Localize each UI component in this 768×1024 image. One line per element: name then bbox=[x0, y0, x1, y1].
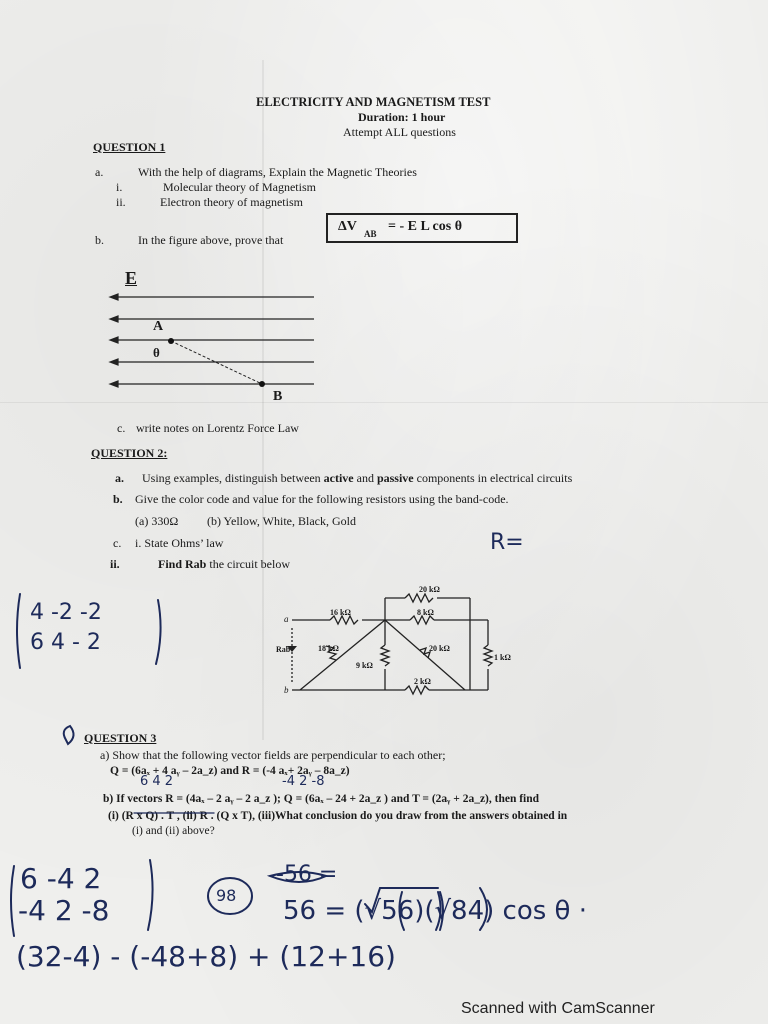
q2-a-active: active bbox=[323, 471, 354, 485]
q2-a-mid: and bbox=[353, 471, 377, 485]
matrix2-row1: 6 -4 2 bbox=[20, 862, 102, 895]
q1-a-label: a. bbox=[95, 165, 104, 179]
q1-a-ii-text: Electron theory of magnetism bbox=[160, 195, 303, 209]
handwritten-expansion: (32-4) - (-48+8) + (12+16) bbox=[16, 940, 396, 973]
q2-a-passive: passive bbox=[376, 471, 414, 485]
q3-a-vectors: Q = (6aₓ + 4 aᵧ – 2a_z) and R = (-4 aₓ+ 2aᵧ – 8a_z) bbox=[110, 765, 350, 777]
q1-b-label: b. bbox=[95, 233, 104, 247]
under-r-values: -4 2 -8 bbox=[282, 774, 325, 789]
q2-c-ii-label: ii. bbox=[110, 557, 120, 571]
camscanner-watermark: Scanned with CamScanner bbox=[461, 1000, 655, 1017]
q2-b-label: b. bbox=[113, 492, 123, 506]
resistor-9k: 9 kΩ bbox=[356, 661, 373, 670]
q2-a-label: a. bbox=[115, 471, 124, 485]
q2-c-ii-rest: the circuit below bbox=[206, 557, 290, 571]
q3-b-text: b) If vectors R = (4aₓ – 2 aᵧ – 2 a_z ); Q = (6aₓ – 24 + 2a_z ) and T = (2aᵧ + 2a_z), then find bbox=[103, 793, 540, 805]
angle-theta-label: θ bbox=[153, 345, 160, 360]
resistor-2k: 2 kΩ bbox=[414, 677, 431, 686]
q2-b-text: Give the color code and value for the following resistors using the band-code. bbox=[135, 492, 509, 506]
resistor-8k: 8 kΩ bbox=[417, 608, 434, 617]
q1-a-i-text: Molecular theory of Magnetism bbox=[163, 180, 316, 194]
matrix2-row2: -4 2 -8 bbox=[18, 894, 110, 927]
resistor-1k: 1 kΩ bbox=[494, 653, 511, 662]
q3-a-text: a) Show that the following vector fields are perpendicular to each other; bbox=[100, 748, 446, 762]
q1-c-label: c. bbox=[117, 421, 126, 435]
matrix1-row1: 4 -2 -2 bbox=[30, 600, 102, 625]
q2-a-post: components in electrical circuits bbox=[413, 471, 573, 485]
handwritten-minus-56: -56 = bbox=[276, 862, 338, 887]
resistor-20k-mid: 20 kΩ bbox=[429, 644, 450, 653]
q3-b-parts-2: (i) and (ii) above? bbox=[132, 825, 215, 837]
test-title: ELECTRICITY AND MAGNETISM TEST bbox=[256, 95, 491, 109]
resistor-18k: 18 kΩ bbox=[318, 644, 339, 653]
q2-b-a: (a) 330Ω bbox=[135, 514, 179, 528]
node-a-label: a bbox=[284, 614, 289, 624]
q1-a-text: With the help of diagrams, Explain the Magnetic Theories bbox=[138, 165, 417, 179]
circled-98: 98 bbox=[216, 886, 237, 905]
q3-heading: QUESTION 3 bbox=[84, 731, 157, 745]
q2-a-pre: Using examples, distinguish between bbox=[142, 471, 324, 485]
q1-a-i-label: i. bbox=[116, 180, 123, 194]
q2-c-i: i. State Ohms’ law bbox=[135, 536, 224, 550]
point-B-label: B bbox=[273, 389, 283, 404]
under-q-values: 6 4 2 bbox=[140, 774, 174, 789]
node-b-label: b bbox=[284, 685, 289, 695]
point-A-label: A bbox=[153, 319, 164, 334]
resistor-16k: 16 kΩ bbox=[330, 608, 351, 617]
q1-heading: QUESTION 1 bbox=[93, 140, 166, 154]
q1-b-text: In the figure above, prove that bbox=[138, 233, 284, 247]
field-label-E: E bbox=[125, 268, 138, 288]
formula-rest: = - E L cos θ bbox=[388, 219, 463, 234]
handwritten-r-equals: R= bbox=[490, 530, 524, 555]
q2-heading: QUESTION 2: bbox=[91, 446, 168, 460]
instruction: Attempt ALL questions bbox=[343, 125, 456, 139]
formula-subscript: AB bbox=[364, 229, 377, 239]
q2-c-ii-bold: Find Rab bbox=[158, 557, 207, 571]
q3-b-parts: (i) (R x Q) . T , (ii) R . (Q x T), (iii)What conclusion do you draw from the answers obtained in bbox=[108, 810, 568, 822]
q1-c-text: write notes on Lorentz Force Law bbox=[136, 421, 299, 435]
formula-delta-v: ΔV bbox=[338, 219, 357, 234]
resistor-20k-top: 20 kΩ bbox=[419, 585, 440, 594]
q2-b-b: (b) Yellow, White, Black, Gold bbox=[207, 514, 356, 528]
matrix1-row2: 6 4 - 2 bbox=[30, 630, 101, 655]
q1-a-ii-label: ii. bbox=[116, 195, 126, 209]
rab-label: Rab bbox=[276, 645, 291, 654]
duration: Duration: 1 hour bbox=[358, 110, 446, 124]
q2-c-label: c. bbox=[113, 536, 122, 550]
handwritten-cos-equation: 56 = (√56)(√84) cos θ · bbox=[283, 896, 587, 926]
